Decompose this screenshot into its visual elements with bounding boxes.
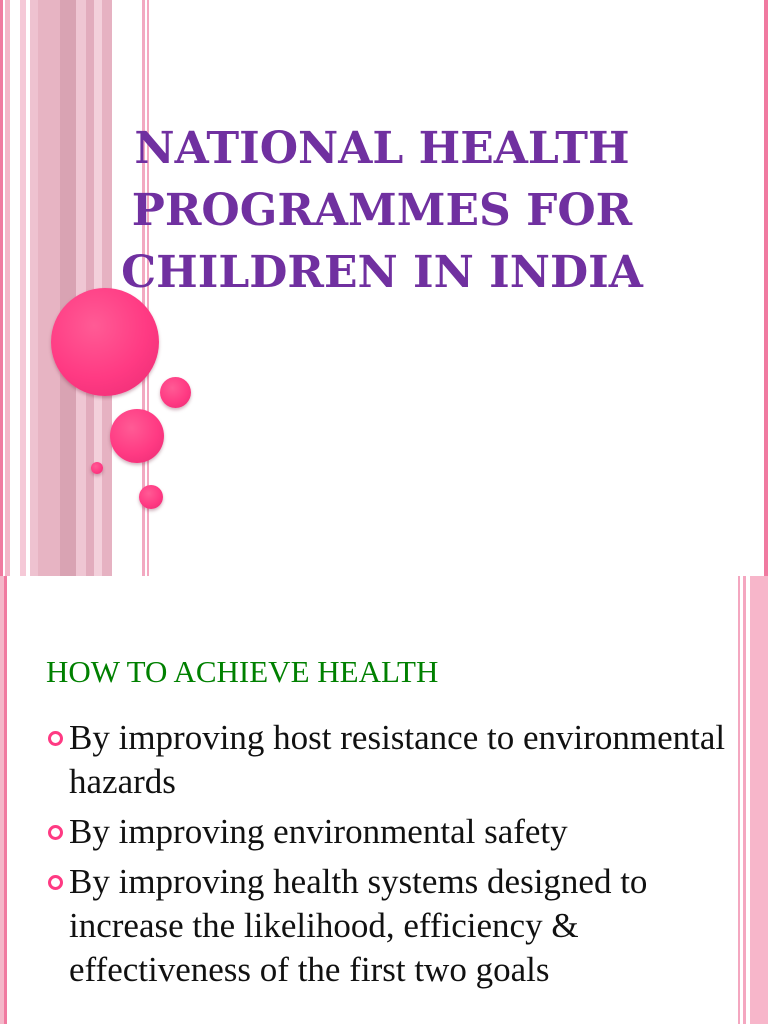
decorative-circle-medium bbox=[110, 409, 164, 463]
list-item-text: By improving health systems designed to increase the likelihood, efficiency & effectiveness of the first two goals bbox=[69, 862, 648, 989]
ring-bullet-icon bbox=[48, 825, 63, 840]
decorative-circle-small bbox=[160, 377, 191, 408]
ring-bullet-icon bbox=[48, 875, 63, 890]
list-item-text: By improving environmental safety bbox=[69, 812, 568, 851]
decorative-circle-large bbox=[51, 288, 159, 396]
list-item bbox=[46, 810, 726, 854]
list-item-text: By improving host resistance to environmental hazards bbox=[69, 718, 726, 801]
ring-bullet-icon bbox=[48, 731, 63, 746]
decorative-circle-tiny bbox=[91, 462, 103, 474]
right-edge-stripe bbox=[762, 0, 768, 576]
list-item bbox=[46, 860, 726, 992]
bullet-list bbox=[46, 716, 726, 998]
content-slide bbox=[0, 576, 768, 1024]
slide-heading: HOW TO ACHIEVE HEALTH bbox=[46, 654, 439, 689]
slide-title: NATIONAL HEALTH PROGRAMMES FOR CHILDREN IN INDIA bbox=[121, 123, 643, 298]
left-edge-stripe bbox=[0, 576, 10, 1024]
right-edge-stripes bbox=[734, 576, 768, 1024]
list-item bbox=[46, 716, 726, 804]
decorative-circle-small bbox=[139, 485, 163, 509]
left-edge-stripe bbox=[0, 0, 10, 576]
